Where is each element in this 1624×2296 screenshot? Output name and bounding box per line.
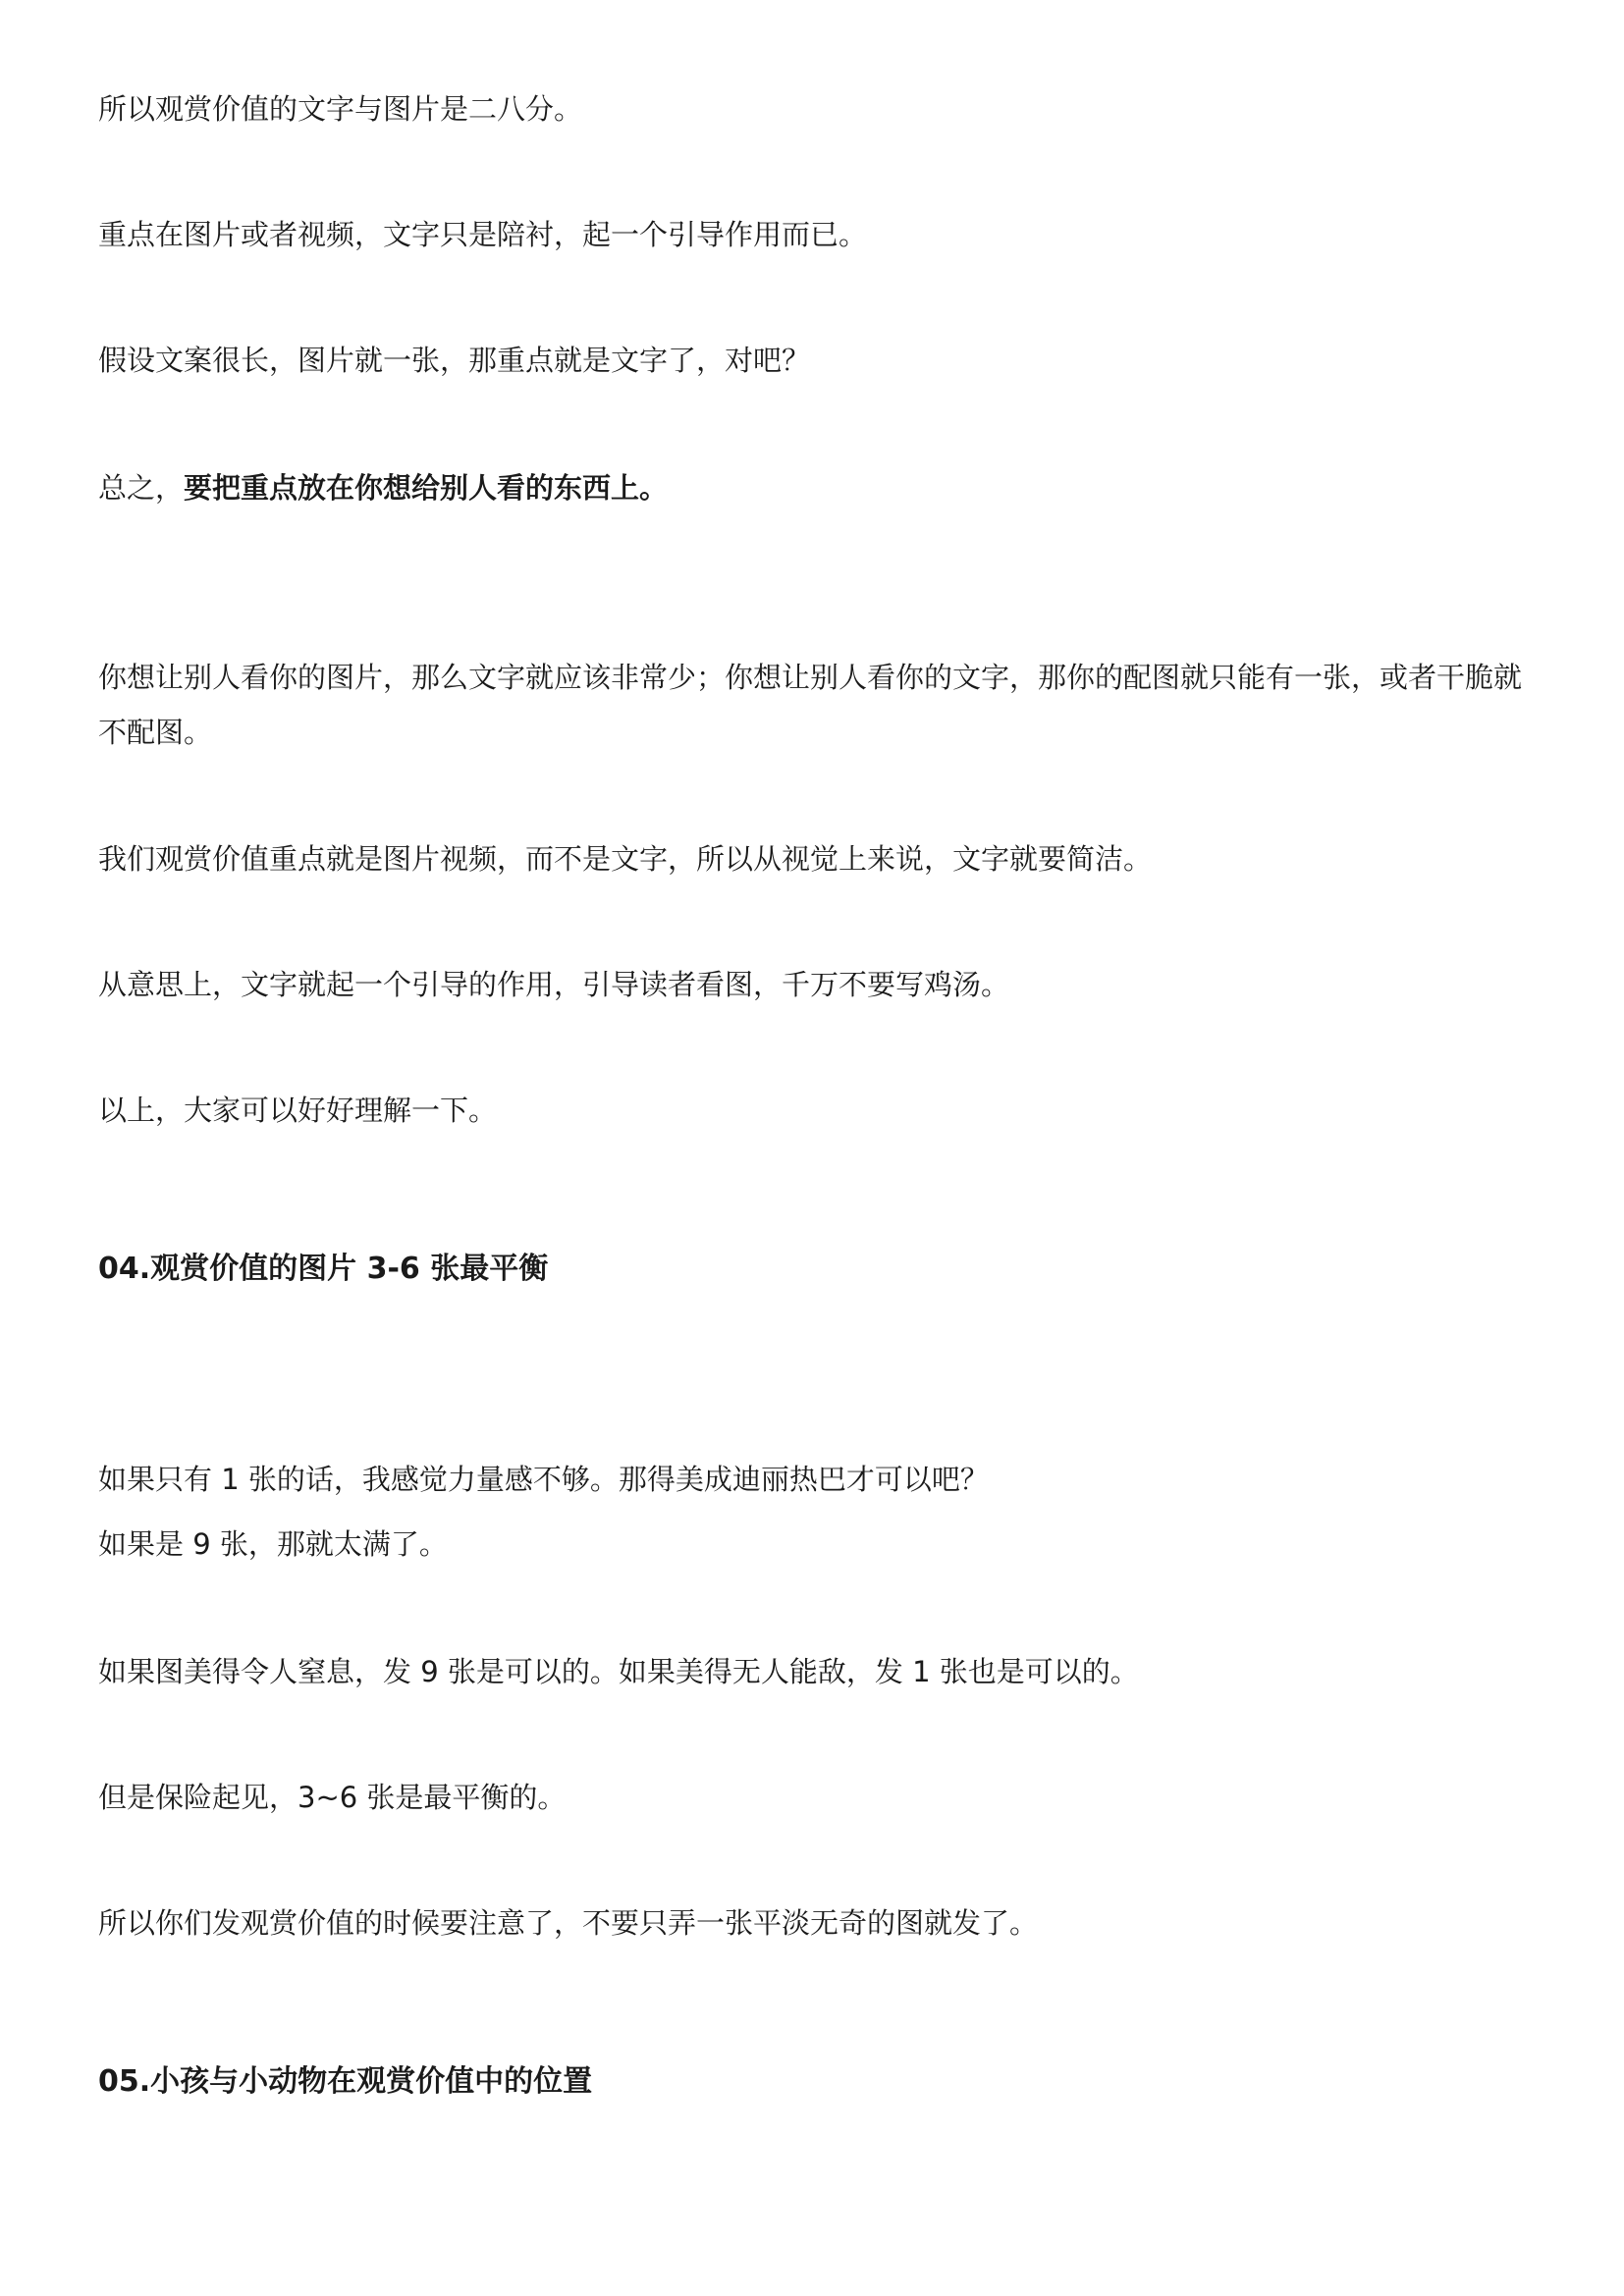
paragraph-4-emphasis: 要把重点放在你想给别人看的东西上。 (184, 471, 669, 505)
paragraph-4-prefix: 总之， (98, 471, 185, 505)
paragraph-5: 你想让别人看你的图片，那么文字就应该非常少；你想让别人看你的文字，那你的配图就只能有一张，或者干脆就不配图。 (98, 661, 1523, 749)
paragraph-7: 从意思上，文字就起一个引导的作用，引导读者看图，千万不要写鸡汤。 (98, 968, 1010, 1001)
paragraph-11: 如果图美得令人窒息，发 9 张是可以的。如果美得无人能敌，发 1 张也是可以的。 (98, 1655, 1139, 1688)
section-heading-05: 05.小孩与小动物在观赏价值中的位置 (98, 2064, 593, 2099)
paragraph-8: 以上，大家可以好好理解一下。 (98, 1094, 498, 1127)
paragraph-4 (98, 465, 1532, 510)
paragraph-10: 如果是 9 张，那就太满了。 (98, 1527, 448, 1561)
section-heading-04: 04.观赏价值的图片 3-6 张最平衡 (98, 1252, 549, 1286)
paragraph-3: 假设文案很长，图片就一张，那重点就是文字了，对吧？ (98, 344, 811, 377)
paragraph-1: 所以观赏价值的文字与图片是二八分。 (98, 92, 583, 126)
paragraph-9: 如果只有 1 张的话，我感觉力量感不够。那得美成迪丽热巴才可以吧？ (98, 1463, 989, 1496)
paragraph-6: 我们观赏价值重点就是图片视频，而不是文字，所以从视觉上来说，文字就要简洁。 (98, 842, 1153, 876)
paragraph-12: 但是保险起见，3~6 张是最平衡的。 (98, 1781, 567, 1814)
paragraph-2: 重点在图片或者视频，文字只是陪衬，起一个引导作用而已。 (98, 218, 868, 251)
paragraph-13: 所以你们发观赏价值的时候要注意了，不要只弄一张平淡无奇的图就发了。 (98, 1906, 1039, 1940)
